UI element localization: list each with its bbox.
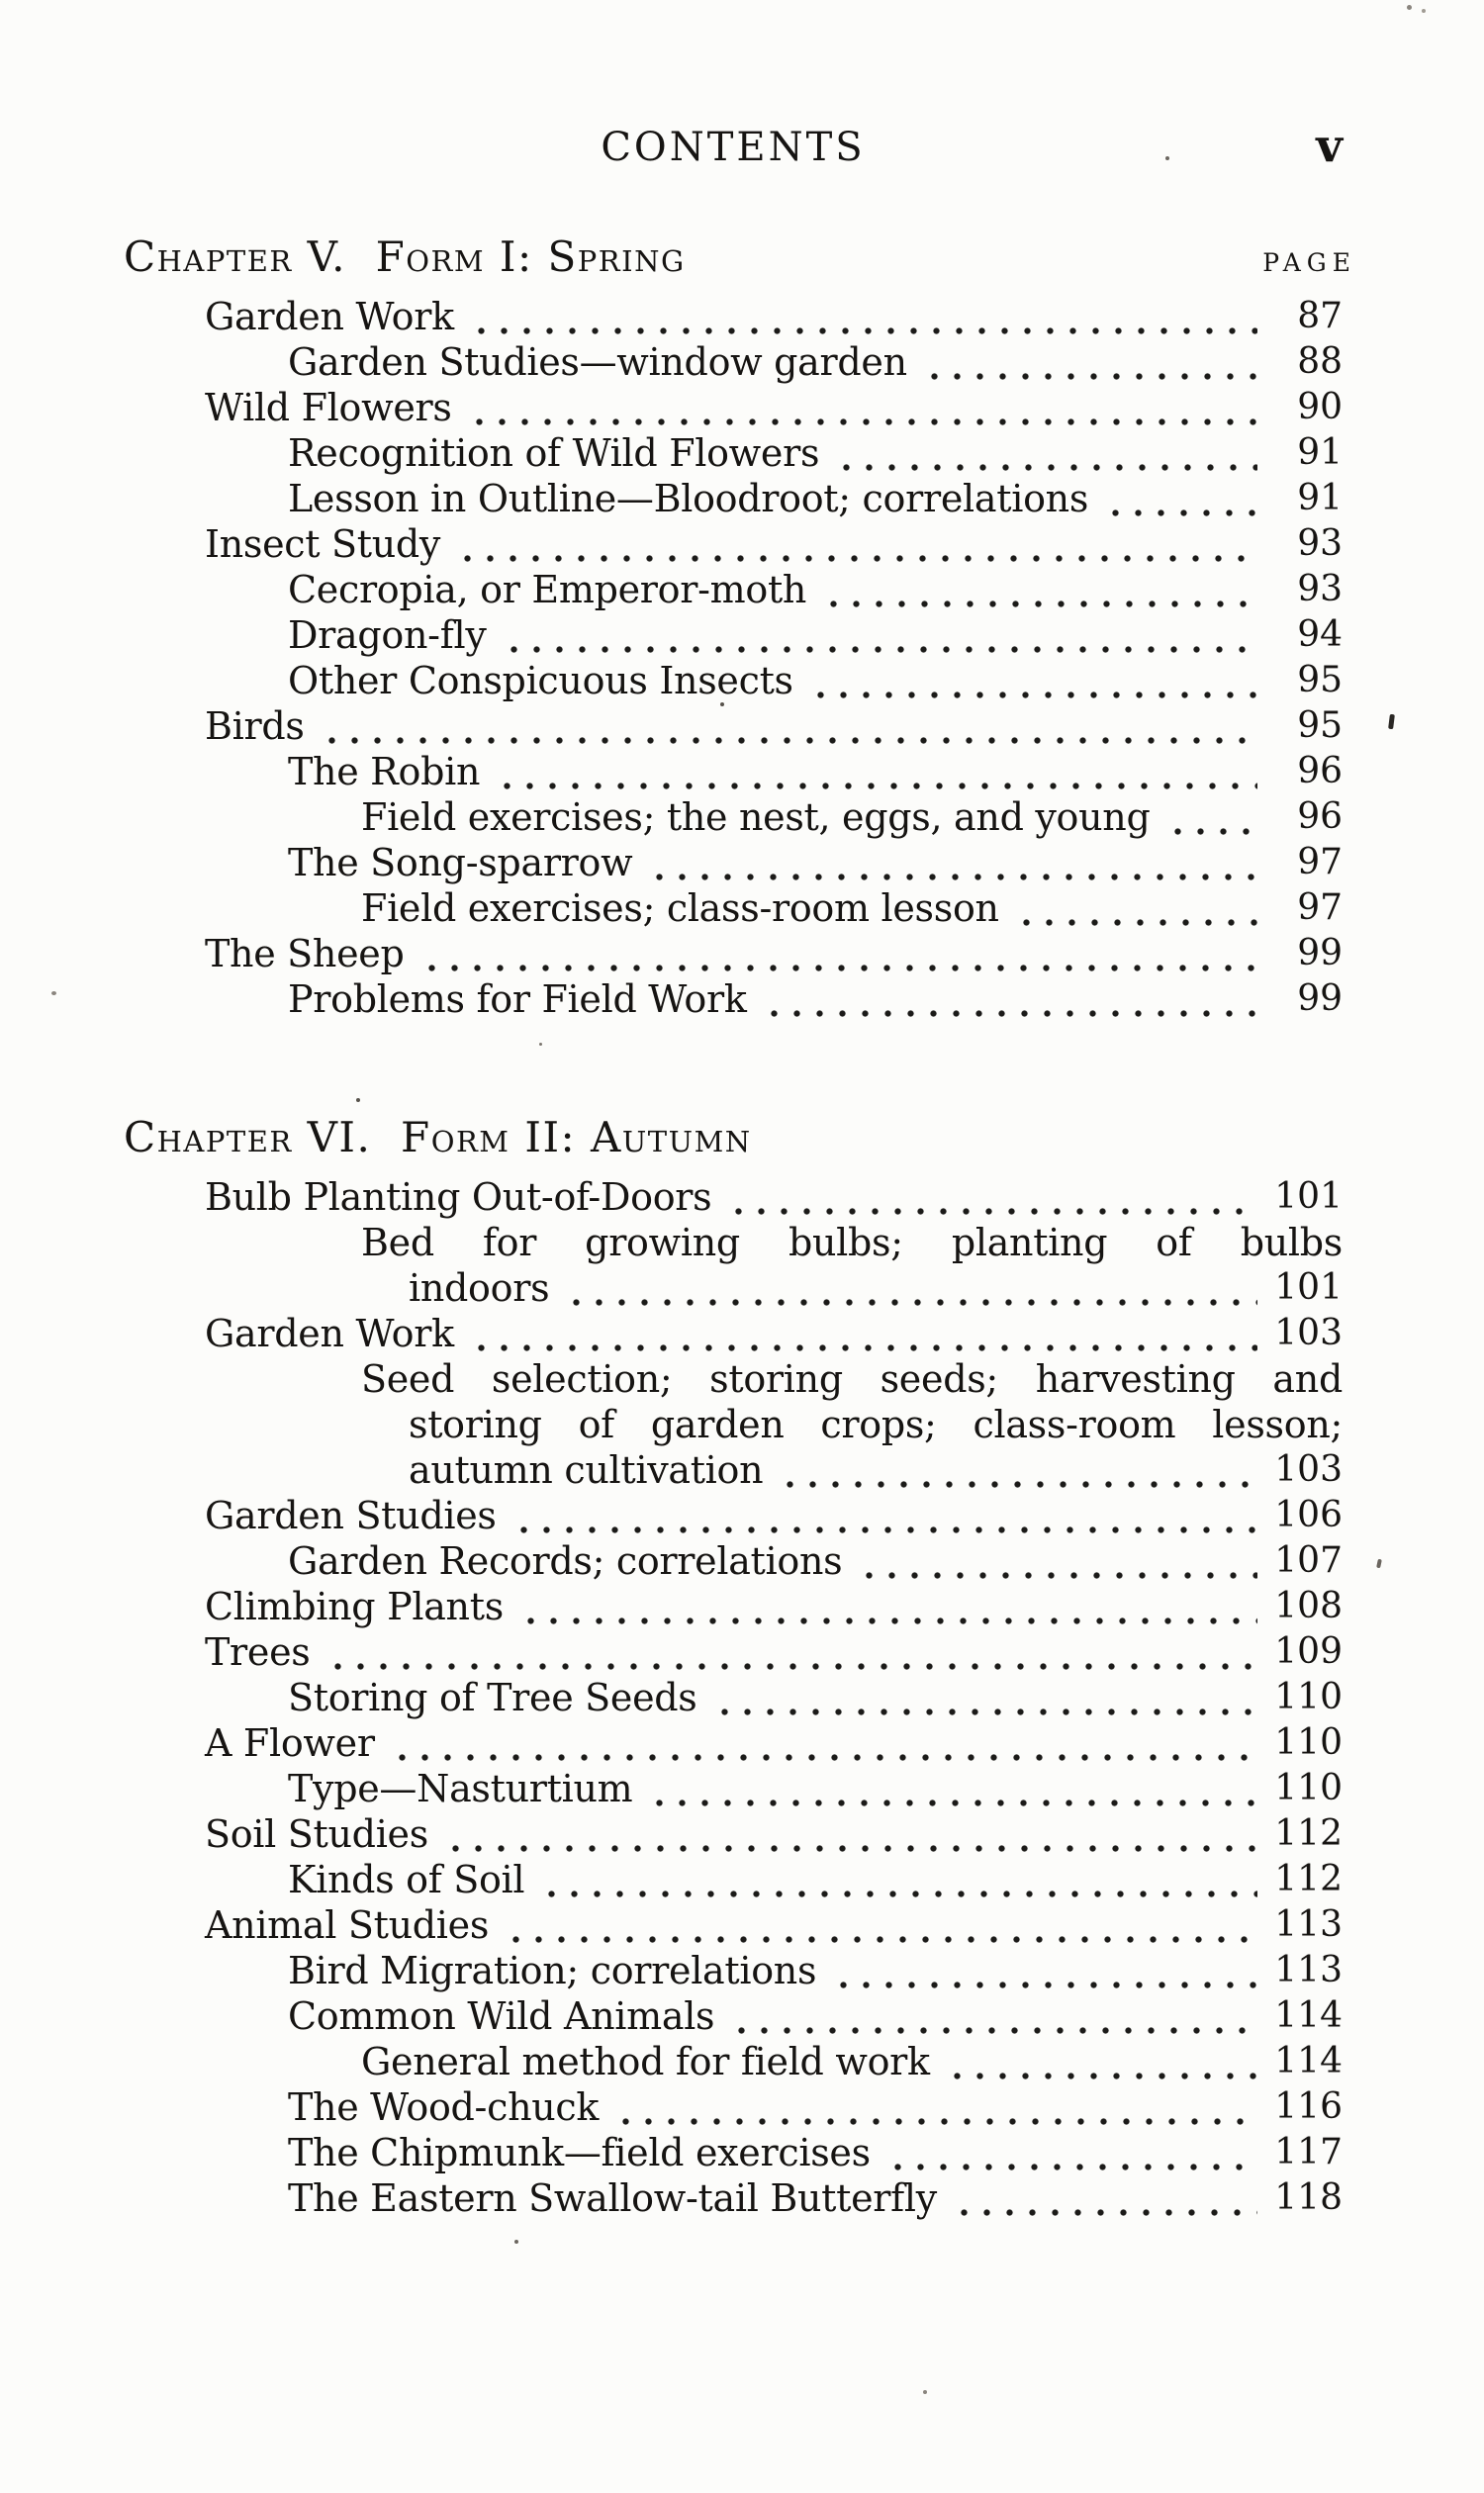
chapter-heading [124, 231, 1356, 283]
toc-entry [124, 1811, 1343, 1857]
scan-speck [720, 702, 724, 706]
toc-entry [124, 1948, 1343, 1993]
entry-page-number: 103 [1274, 1449, 1343, 1490]
dot-leader [442, 1811, 1257, 1857]
entry-page-number: 91 [1297, 432, 1343, 473]
entry-page-number: 106 [1274, 1495, 1343, 1535]
scan-speck [356, 1098, 360, 1102]
entry-title: Insect Study [205, 522, 441, 566]
toc-entry [124, 1629, 1343, 1675]
entry-title: The Eastern Swallow-tail Butterfly [288, 2176, 937, 2220]
toc-entry [124, 294, 1343, 339]
dot-leader [325, 1629, 1258, 1675]
chapter-title: Chapter VI. Form II: Autumn [124, 1113, 752, 1161]
entry-page-number: 114 [1274, 2041, 1343, 2081]
toc-entry [124, 567, 1343, 612]
dot-leader [418, 931, 1258, 976]
toc-entry [124, 1447, 1343, 1493]
entry-title: Recognition of Wild Flowers [288, 431, 820, 475]
dot-leader [646, 840, 1257, 885]
toc-entry [124, 749, 1343, 794]
entry-page-number: 116 [1274, 2086, 1343, 2127]
dot-leader [951, 2175, 1257, 2221]
entry-title: The Sheep [205, 932, 405, 975]
toc-entry [124, 612, 1343, 658]
chapter-block [124, 231, 1356, 1022]
entry-page-number: 108 [1274, 1586, 1343, 1626]
scan-speck [1422, 9, 1426, 13]
toc-entry [124, 840, 1343, 885]
dot-leader [711, 1675, 1257, 1720]
dot-leader [454, 521, 1257, 567]
entry-title: Dragon-fly [288, 613, 487, 657]
entry-page-number: 112 [1274, 1813, 1343, 1854]
entry-page-number: 118 [1274, 2177, 1343, 2218]
toc-entry [124, 658, 1343, 703]
dot-leader [538, 1857, 1257, 1902]
toc-entry [124, 2130, 1343, 2175]
dot-leader [389, 1720, 1257, 1766]
dot-leader [503, 1902, 1257, 1948]
dot-leader [725, 1174, 1257, 1220]
toc-entry [124, 885, 1343, 931]
scan-speck [923, 2390, 927, 2394]
dot-leader [761, 976, 1257, 1022]
entry-title: The Wood-chuck [288, 2085, 600, 2129]
entry-title: Bulb Planting Out-of-Doors [205, 1175, 712, 1219]
toc-entry [124, 1174, 1343, 1220]
toc-entry [124, 521, 1343, 567]
toc-entry [124, 1857, 1343, 1902]
entry-page-number: 112 [1274, 1859, 1343, 1899]
entry-title: Birds [205, 704, 305, 748]
toc-entry [124, 2175, 1343, 2221]
toc-entry: storing of garden crops; class-room lesson; [409, 1403, 1343, 1446]
chapter-entries [124, 1174, 1343, 2221]
entry-page-number: 113 [1274, 1904, 1343, 1945]
dot-leader [510, 1493, 1257, 1538]
entry-page-number: 110 [1274, 1677, 1343, 1717]
entry-title: Cecropia, or Emperor-moth [288, 568, 807, 611]
page-column-label: PAGE [1262, 248, 1356, 277]
entry-page-number: 96 [1297, 796, 1343, 837]
toc-entry [124, 703, 1343, 749]
entry-title: Soil Studies [205, 1812, 428, 1856]
entry-title: General method for field work [361, 2040, 930, 2083]
dot-leader [884, 2130, 1257, 2175]
toc-entry [124, 2039, 1343, 2084]
entry-page-number: 110 [1274, 1768, 1343, 1808]
toc-entry [124, 794, 1343, 840]
entry-title: Trees [205, 1630, 311, 1674]
scan-speck [1165, 156, 1169, 160]
toc-entry [124, 931, 1343, 976]
chapter-entries [124, 294, 1343, 1022]
toc-entry [124, 976, 1343, 1022]
entry-page-number: 99 [1297, 978, 1343, 1019]
dot-leader [466, 385, 1257, 430]
dot-leader [612, 2084, 1257, 2130]
toc-entry [124, 1902, 1343, 1948]
scan-speck [1388, 714, 1395, 729]
toc-entry [124, 385, 1343, 430]
entry-title: Storing of Tree Seeds [288, 1676, 697, 1719]
chapter-title: Chapter V. Form I: Spring [124, 232, 686, 281]
toc-entry: Bed for growing bulbs; planting of bulbs [361, 1221, 1343, 1264]
entry-page-number: 97 [1297, 887, 1343, 928]
dot-leader [807, 658, 1257, 703]
dot-leader [468, 294, 1257, 339]
toc-entry [124, 339, 1343, 385]
entry-page-number: 101 [1274, 1176, 1343, 1217]
toc-entry [124, 1265, 1343, 1311]
dot-leader [1102, 476, 1257, 521]
entry-title: Garden Work [205, 295, 454, 338]
scan-speck [1407, 5, 1412, 10]
scan-speck [1376, 1559, 1382, 1569]
toc-entry [124, 2084, 1343, 2130]
entry-title: Bird Migration; correlations [288, 1949, 817, 1992]
entry-title: Other Conspicuous Insects [288, 659, 793, 702]
entry-title: Garden Studies [205, 1494, 497, 1537]
entry-title: Wild Flowers [205, 386, 452, 429]
entry-title: A Flower [205, 1721, 375, 1765]
chapter-heading [124, 1112, 1343, 1163]
scan-speck [539, 1043, 542, 1046]
toc-entry [124, 476, 1343, 521]
dot-leader [494, 749, 1257, 794]
dot-leader [944, 2039, 1257, 2084]
entry-title: Climbing Plants [205, 1585, 504, 1628]
entry-page-number: 103 [1274, 1313, 1343, 1353]
dot-leader [517, 1584, 1257, 1629]
dot-leader [646, 1766, 1257, 1811]
entry-page-number: 90 [1297, 387, 1343, 427]
entry-title: Type—Nasturtium [288, 1767, 633, 1810]
entry-page-number: 91 [1297, 478, 1343, 518]
scan-speck [514, 2240, 518, 2244]
entry-page-number: 107 [1274, 1540, 1343, 1581]
entry-page-number: 113 [1274, 1950, 1343, 1990]
page-title: CONTENTS [601, 125, 866, 170]
entry-page-number: 95 [1297, 660, 1343, 700]
dot-leader [777, 1447, 1257, 1493]
dot-leader [468, 1311, 1257, 1356]
dot-leader [833, 430, 1257, 476]
dot-leader [830, 1948, 1257, 1993]
toc-entry [124, 1538, 1343, 1584]
entry-page-number: 101 [1274, 1267, 1343, 1308]
entry-page-number: 96 [1297, 751, 1343, 791]
dot-leader [563, 1265, 1257, 1311]
entry-title: Garden Records; correlations [288, 1539, 843, 1583]
toc-entry: Seed selection; storing seeds; harvesting and [361, 1357, 1343, 1401]
entry-page-number: 87 [1297, 296, 1343, 336]
entry-title: The Robin [288, 750, 481, 793]
entry-page-number: 88 [1297, 341, 1343, 382]
toc-entry [124, 1720, 1343, 1766]
entry-title: Problems for Field Work [288, 977, 747, 1021]
entry-title: Common Wild Animals [288, 1994, 715, 2038]
entry-title: The Chipmunk—field exercises [288, 2131, 871, 2174]
entry-page-number: 93 [1297, 569, 1343, 609]
entry-title: indoors [409, 1266, 550, 1310]
entry-page-number: 94 [1297, 614, 1343, 655]
entry-page-number: 97 [1297, 842, 1343, 882]
entry-page-number: 95 [1297, 705, 1343, 746]
dot-leader [856, 1538, 1257, 1584]
dot-leader [820, 567, 1257, 612]
dot-leader [319, 703, 1257, 749]
entry-title: autumn cultivation [409, 1448, 764, 1492]
dot-leader [1164, 794, 1258, 840]
entry-title: Lesson in Outline—Bloodroot; correlations [288, 477, 1089, 520]
toc-entry [124, 1675, 1343, 1720]
dot-leader [501, 612, 1258, 658]
entry-page-number: 109 [1274, 1631, 1343, 1672]
dot-leader [921, 339, 1257, 385]
entry-page-number: 93 [1297, 523, 1343, 564]
entry-page-number: 114 [1274, 1995, 1343, 2036]
entry-title: The Song-sparrow [288, 841, 633, 884]
toc-entry [124, 1584, 1343, 1629]
toc-entry [124, 1311, 1343, 1356]
chapter-block [124, 1112, 1343, 2221]
entry-title: Garden Work [205, 1312, 454, 1355]
entry-page-number: 99 [1297, 933, 1343, 973]
entry-page-number: 117 [1274, 2132, 1343, 2172]
dot-leader [728, 1993, 1257, 2039]
text-column [124, 0, 1356, 2493]
entry-title: Field exercises; the nest, eggs, and young [361, 795, 1151, 839]
entry-title: Kinds of Soil [288, 1858, 525, 1901]
folio-page-number: v [1316, 119, 1343, 172]
toc-entry [124, 430, 1343, 476]
toc-entry [124, 1493, 1343, 1538]
dot-leader [1013, 885, 1257, 931]
entry-page-number: 110 [1274, 1722, 1343, 1763]
scan-speck [51, 991, 56, 995]
toc-entry [124, 1766, 1343, 1811]
entry-title: Animal Studies [205, 1903, 490, 1947]
entry-title: Field exercises; class-room lesson [361, 886, 999, 930]
toc-entry [124, 1993, 1343, 2039]
entry-title: Garden Studies—window garden [288, 340, 907, 384]
